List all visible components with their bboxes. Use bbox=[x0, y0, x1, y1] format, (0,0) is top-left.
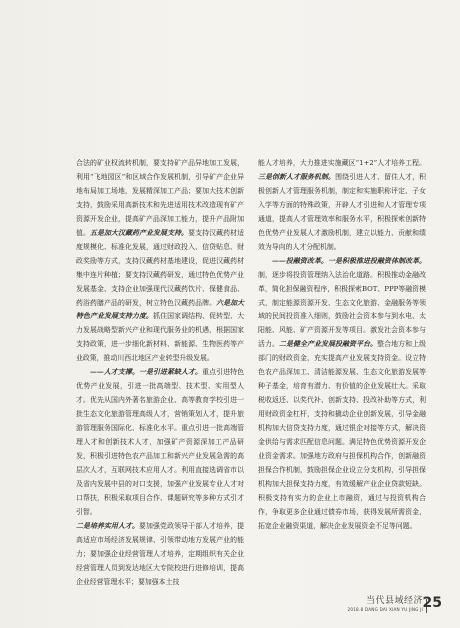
body-text: 整合地方和上级部门的财政资金，充实提高产业发展支持资金。设立特色农产品深加工、清洁能源发展、生态文化旅游发展等种子基金，培育有潜力、有价值的企业发展壮大。采取税收返还、以奖代补、创新支持、投改补助等方式，利用财政资金杠杆，支持和撬动企业创新发展，引导金融机构加大信贷支持力度，通过银企对接等方式，解决资金供给与需求匹配信息问题。满足特色优势资源开发企业资金需求。加强地方政府与担保机构合作，创新融资担保合作机制，鼓励担保企业设立分支机构，引导担保机构加大担保支持力度，有效缓解产业企业贷款短缺。积极支持有实力的企业上市融资，通过与投资机构合作，争取更多企业通过债券市场，获得发展所需资金，拓宽企业融资渠道，解决企业发展资金不足等问题。 bbox=[258, 340, 427, 530]
section-lead: 一是引进紧缺人才。 bbox=[138, 368, 203, 377]
left-text-column bbox=[76, 157, 244, 590]
section-lead: 六是加大特色产业发展支持力度。 bbox=[76, 298, 244, 321]
section-heading: ——投融资改革。 bbox=[272, 256, 328, 265]
body-text: 要支持汉藏药材适度规模化、标准化发展，通过财政投入、信贷贴息、财政奖励等方式，支持汉藏药材基地建设，促进汉藏药材集中连片种植；要支持汉藏药研发，通过特色优势产业发展基金、支持企业加强现代汉藏药饮片、保健食品、药浴药膳产品的研发，树立特色汉藏药品牌。 bbox=[76, 228, 245, 307]
body-text: 围绕引进人才、留住人才，积极创新人才管理服务机制，制定和实施职称评定、子女入学等方面的特殊政策，开辟人才引进和人才管理专项通道，提高人才管理效率和服务水平，积极探索创新特色优势产业发展人才激励机制，建立以能力、贡献和绩效为导向的人才分配机制。 bbox=[258, 172, 427, 251]
page-footer bbox=[0, 596, 460, 618]
paragraph bbox=[258, 255, 426, 534]
paragraph bbox=[76, 366, 244, 519]
section-heading: ——人才支撑。 bbox=[90, 368, 139, 377]
section-lead: 三是创新人才服务机制。 bbox=[258, 172, 336, 181]
body-text: 合法的矿业权流转机制，要支持矿产品异地加工发展，利用“飞地园区”和区域合作发展机制，引导矿产企业异地布局加工场地，发展精深加工产品；要加大技术创新支持，鼓励采用高新技术和先进适用技术改造现有矿产资源开发企业，提高矿产品深加工能力，提升产品附加值。 bbox=[76, 159, 244, 237]
journal-masthead bbox=[347, 596, 423, 613]
body-text: 要加强党政领导干部人才培养，提高适应市场经济发展规律、引领带动地方发展产业的能力；要加强企业经营管理人才培养，定期组织有关企业经营管理人员到发达地区大专院校进行进修培训，提高企业经营管理水平；要加强本土技 bbox=[76, 521, 245, 586]
paragraph bbox=[258, 157, 426, 255]
paragraph bbox=[76, 157, 244, 366]
section-lead: 二是培养实用人才。 bbox=[76, 521, 140, 530]
journal-title: 当代县域经济 bbox=[365, 596, 423, 606]
body-text: 重点引进特色优势产业发展，引进一批高端型、技术型、实用型人才。优先从国内外著名旅游企业、高等教育学校引进一批生态文化旅游管理高级人才，营销策划人才，提升旅游管理服务国际化、标准化水平。重点引进一批高端管理人才和创新技术人才，加强矿产资源深加工产品研发，积极引进特色农产品加工和新兴产业发展急需的高层次人才，互联网技术应用人才。利用直接选调省市以及省内发展中县的对口支援，加强产业发展专业人才对口帮扶，积极采取项目合作、课题研究等多种方式引才引智。 bbox=[76, 368, 245, 516]
body-text: 能人才培养，大力推进实施藏区“1+2”人才培养工程。 bbox=[258, 159, 426, 167]
paragraph bbox=[76, 520, 244, 590]
page-number: 25 bbox=[422, 595, 442, 611]
section-lead: 五是加大汉藏药产业发展支持。 bbox=[90, 228, 189, 237]
right-text-column bbox=[258, 157, 426, 534]
body-text: 抓住国家调结构、促转型、大力发展战略型新兴产业和现代服务业的机遇，根据国家支持政策，进一步细化新材料、新能源、生物医药等产业政策，推动川西北地区产业转型升级发展。 bbox=[76, 312, 245, 363]
section-lead: 一是积极推进投融资体制改革。 bbox=[327, 256, 427, 265]
body-text: 制，逐步将投资管理纳入法治化道路。积极推动金融改革，简化担保融资程序，积极探索BOT、PPP等融资模式，制定能源资源开发、生态文化旅游、金融服务等领域的民间投资准入细则，鼓励社会资本参与到水电、太阳能、风能、矿产资源开发等项目。激发社会资本参与活力。 bbox=[258, 270, 426, 349]
section-lead: 二是健全产业发展投融资平台。 bbox=[279, 340, 378, 349]
journal-issue: 2018.8 DANG DAI XIAN YU JING JI bbox=[347, 607, 423, 612]
